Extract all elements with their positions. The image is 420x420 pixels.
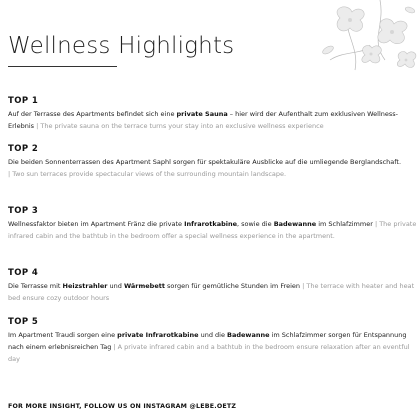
highlight-3 [8,206,420,242]
highlight-text: Die Terrasse mit Heizstrahler und Wärmebett sorgen für gemütliche Stunden im Freien | The terrace with heater and heat bed ensure cozy outdoor hours [8,282,415,302]
highlight-heading: TOP 3 [8,206,39,216]
highlight-heading: TOP 1 [8,96,39,106]
highlight-1 [8,96,420,132]
flower-illustration [310,0,420,110]
highlight-2 [8,144,420,180]
title-underline [8,66,117,67]
highlight-heading: TOP 5 [8,317,39,327]
highlight-text: Im Apartment Traudi sorgen eine private Infrarotkabine und die Badewanne im Schlafzimmer sorgen für Entspannung nach einem erlebnisreichen Tag | A private infrared cabin and a bathtub in the bedroom ensure relaxation after an eventful day [8,331,410,363]
highlight-4 [8,268,420,304]
highlight-text: Die beiden Sonnenterrassen des Apartment Saphl sorgen für spektakuläre Ausblicke auf die umliegende Berglandschaft. | Two sun terraces provide spectacular views of the surrounding mountain landscape. [8,158,402,178]
highlight-heading: TOP 2 [8,144,39,154]
page-title: Wellness Highlights [8,33,235,59]
highlight-text: Wellnessfaktor bieten im Apartment Fränz die private Infrarotkabine, sowie die Badewanne im Schlafzimmer | The private infrared cabin and the bathtub in the bedroom offer a special wellness experience in the apartment. [8,220,417,240]
highlight-heading: TOP 4 [8,268,39,278]
highlight-5 [8,317,420,365]
highlight-text: Auf der Terrasse des Apartments befindet sich eine private Sauna – hier wird der Aufenthalt zum exklusiven Wellness-Erlebnis | The private sauna on the terrace turns your stay into an exclusive wellness experience [8,110,399,130]
instagram-footer: FOR MORE INSIGHT, FOLLOW US ON INSTAGRAM @LEBE.OETZ [8,403,237,410]
